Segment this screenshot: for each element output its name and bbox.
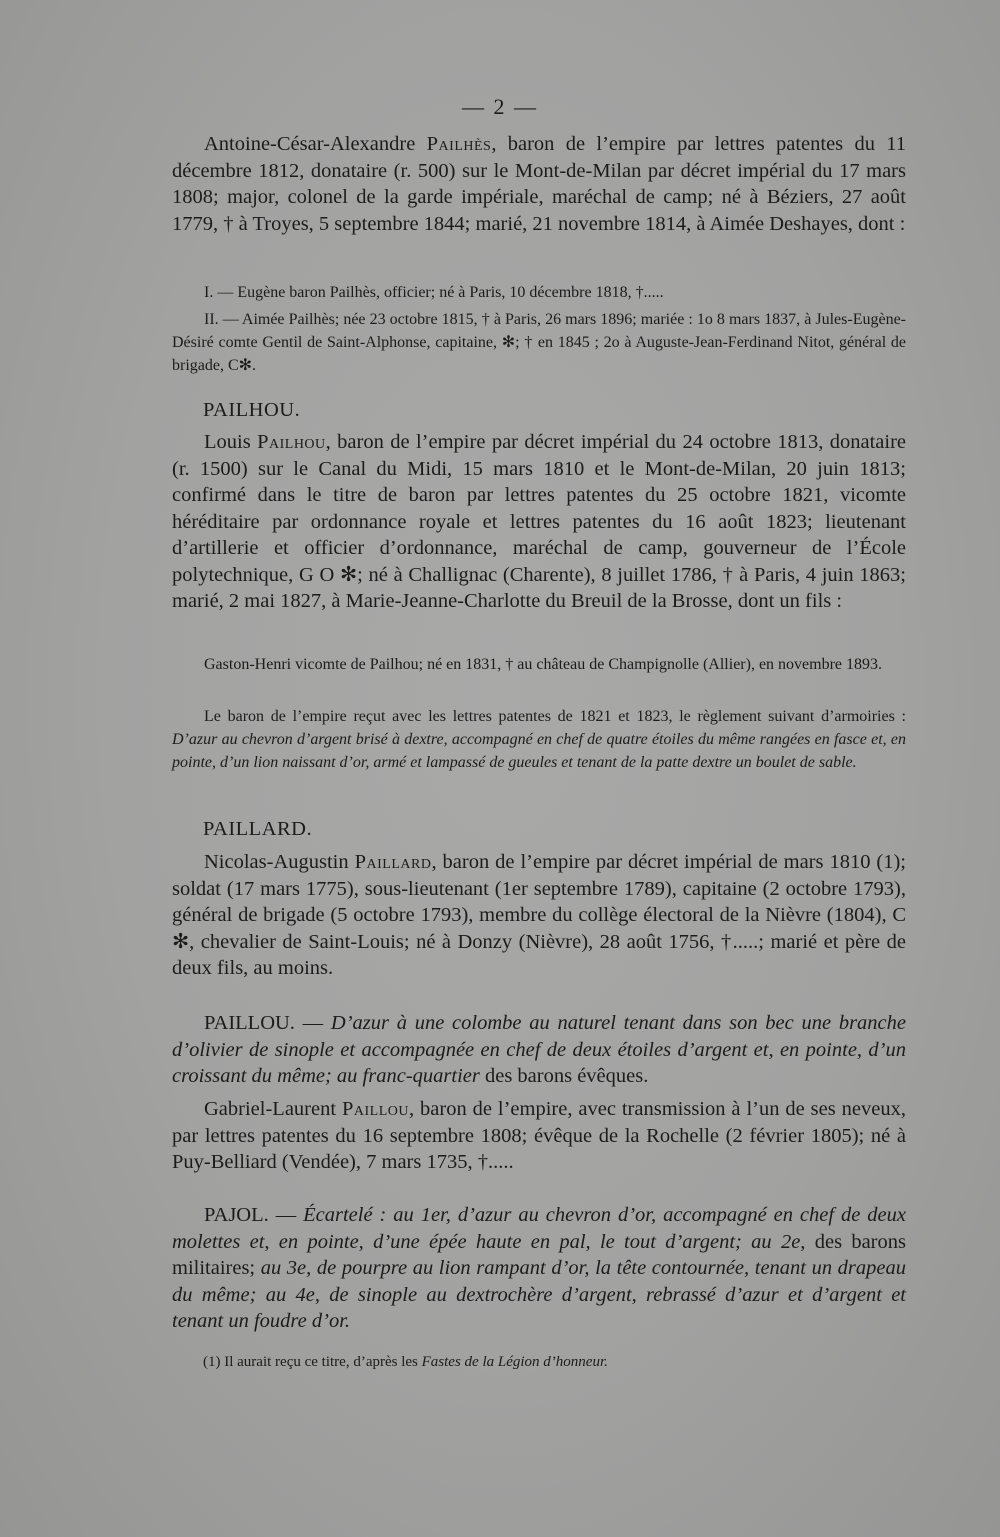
pailhou-entry xyxy=(172,429,906,615)
pailhou-son xyxy=(172,653,906,676)
pailhou-forename: Louis xyxy=(204,431,258,453)
paillard-paragraph xyxy=(172,849,906,982)
paillou-paragraph xyxy=(172,1096,906,1176)
paillou-arms-paragraph xyxy=(172,1010,906,1090)
paillard-heading: PAILLARD. xyxy=(203,818,313,840)
footnote-title: Fastes de la Légion d’honneur. xyxy=(421,1354,608,1370)
pailhou-arms-paragraph xyxy=(172,705,906,774)
pailhou-arms-intro: Le baron de l’empire reçut avec les lettres patentes de 1821 et 1823, le règlement suivant d’armoiries : xyxy=(204,708,906,725)
pailhou-paragraph xyxy=(172,429,906,615)
paillard-surname: Paillard xyxy=(354,851,432,873)
page-number: — 2 — xyxy=(462,94,538,119)
pailhou-body: , baron de l’empire par décret impérial du 24 octobre 1813, donataire (r. 1500) sur le Canal du Midi, 15 mars 1810 et le Mont-de-Milan, 20 juin 1813; confirmé dans le titre de baron par lettres patentes du 25 octobre 1821, vicomte héréditaire par ordonnance royale et lettres patentes du 16 août 1823; lieutenant d’artillerie et officier d’ordonnance, maréchal de camp, gouverneur de l’École polytechnique, G O ✻; né à Challignac (Charente), 8 juillet 1786, † à Paris, 4 juin 1863; marié, 2 mai 1827, à Marie-Jeanne-Charlotte du Breuil de la Brosse, dont un fils : xyxy=(172,431,906,612)
paillou-arms-blazon: D’azur à une colombe au naturel tenant dans son bec une branche d’olivier de sinople et accompagnée en chef de deux étoiles d’argent et, en pointe, d’un croissant du même; au franc-quartier xyxy=(172,1012,906,1087)
pailhes-paragraph xyxy=(172,131,906,237)
paillou-entry xyxy=(172,1096,906,1176)
pailhes-child-2: II. — Aimée Pailhès; née 23 octobre 1815, † à Paris, 26 mars 1896; mariée : 1o 8 mars 1837, à Jules-Eugène-Désiré comte Gentil de Saint-Alphonse, capitaine, ✻; † en 1845 ; 2o à Auguste-Jean-Ferdinand Nitot, général de brigade, C✻. xyxy=(172,311,906,374)
pajol-arms-part-1: Écartelé : au 1er, d’azur au chevron d’or, accompagné en chef de deux molettes et, en pointe, d’une épée haute en pal, le tout d’argent; au 2e, xyxy=(172,1204,906,1253)
pailhes-children xyxy=(172,281,906,377)
paillou-body: , baron de l’empire, avec transmission à l’un de ses neveux, par lettres patentes du 16 septembre 1808; évêque de la Rochelle (2 février 1805); né à Puy-Belliard (Vendée), 7 mars 1735, †..... xyxy=(172,1098,906,1173)
pailhes-forename: Antoine-César-Alexandre xyxy=(204,133,427,155)
pailhes-entry xyxy=(172,131,906,237)
pajol-arms-part-2: des barons militaires; xyxy=(172,1230,906,1279)
paillou-forename: Gabriel-Laurent xyxy=(204,1098,342,1120)
pailhou-son-text: Gaston-Henri vicomte de Pailhou; né en 1831, † au château de Champignolle (Allier), en novembre 1893. xyxy=(204,656,883,673)
footnote-text: (1) Il aurait reçu ce titre, d’après les xyxy=(203,1354,422,1370)
paillou-heading: PAILLOU. — xyxy=(204,1012,331,1034)
paillou-arms xyxy=(172,1010,906,1090)
pajol-arms xyxy=(172,1202,906,1335)
pailhou-surname: Pailhou xyxy=(257,431,326,453)
paillou-surname: Paillou xyxy=(341,1098,409,1120)
pailhou-heading: PAILHOU. xyxy=(203,399,301,421)
paillard-forename: Nicolas-Augustin xyxy=(204,851,355,873)
paillard-entry xyxy=(172,849,906,982)
pajol-heading: PAJOL. — xyxy=(204,1204,304,1226)
pailhes-body: , baron de l’empire par lettres patentes du 11 décembre 1812, donataire (r. 500) sur le Mont-de-Milan par décret impérial du 17 mars 1808; major, colonel de la garde impériale, maréchal de camp; né à Béziers, 27 août 1779, † à Troyes, 5 septembre 1844; marié, 21 novembre 1814, à Aimée Deshayes, dont : xyxy=(172,133,906,235)
paillou-arms-tail: des barons évêques. xyxy=(479,1065,649,1087)
pailhou-arms xyxy=(172,705,906,774)
pajol-arms-paragraph xyxy=(172,1202,906,1335)
pailhes-child-1: I. — Eugène baron Pailhès, officier; né à Paris, 10 décembre 1818, †..... xyxy=(204,284,664,301)
pailhou-arms-blazon: D’azur au chevron d’argent brisé à dextre, accompagné en chef de quatre étoiles du même rangées en fasce et, en pointe, d’un lion naissant d’or, armé et lampassé de gueules et tenant de la patte dextre un boulet de sable. xyxy=(172,731,906,771)
pajol-arms-part-3: au 3e, de pourpre au lion rampant d’or, la tête contournée, tenant un drapeau du même; au 4e, de sinople au dextrochère d’argent, rebrassé d’azur et d’argent et tenant un foudre d’or. xyxy=(172,1257,906,1332)
paillard-body: , baron de l’empire par décret impérial de mars 1810 (1); soldat (17 mars 1775), sous-lieutenant (1er septembre 1789), capitaine (2 octobre 1793), général de brigade (5 octobre 1793), membre du collège électoral de la Nièvre (1804), C ✻, chevalier de Saint-Louis; né à Donzy (Nièvre), 28 août 1756, †.....; marié et père de deux fils, au moins. xyxy=(172,851,907,979)
footnote xyxy=(203,1352,906,1372)
pailhes-surname: Pailhès xyxy=(426,133,492,155)
